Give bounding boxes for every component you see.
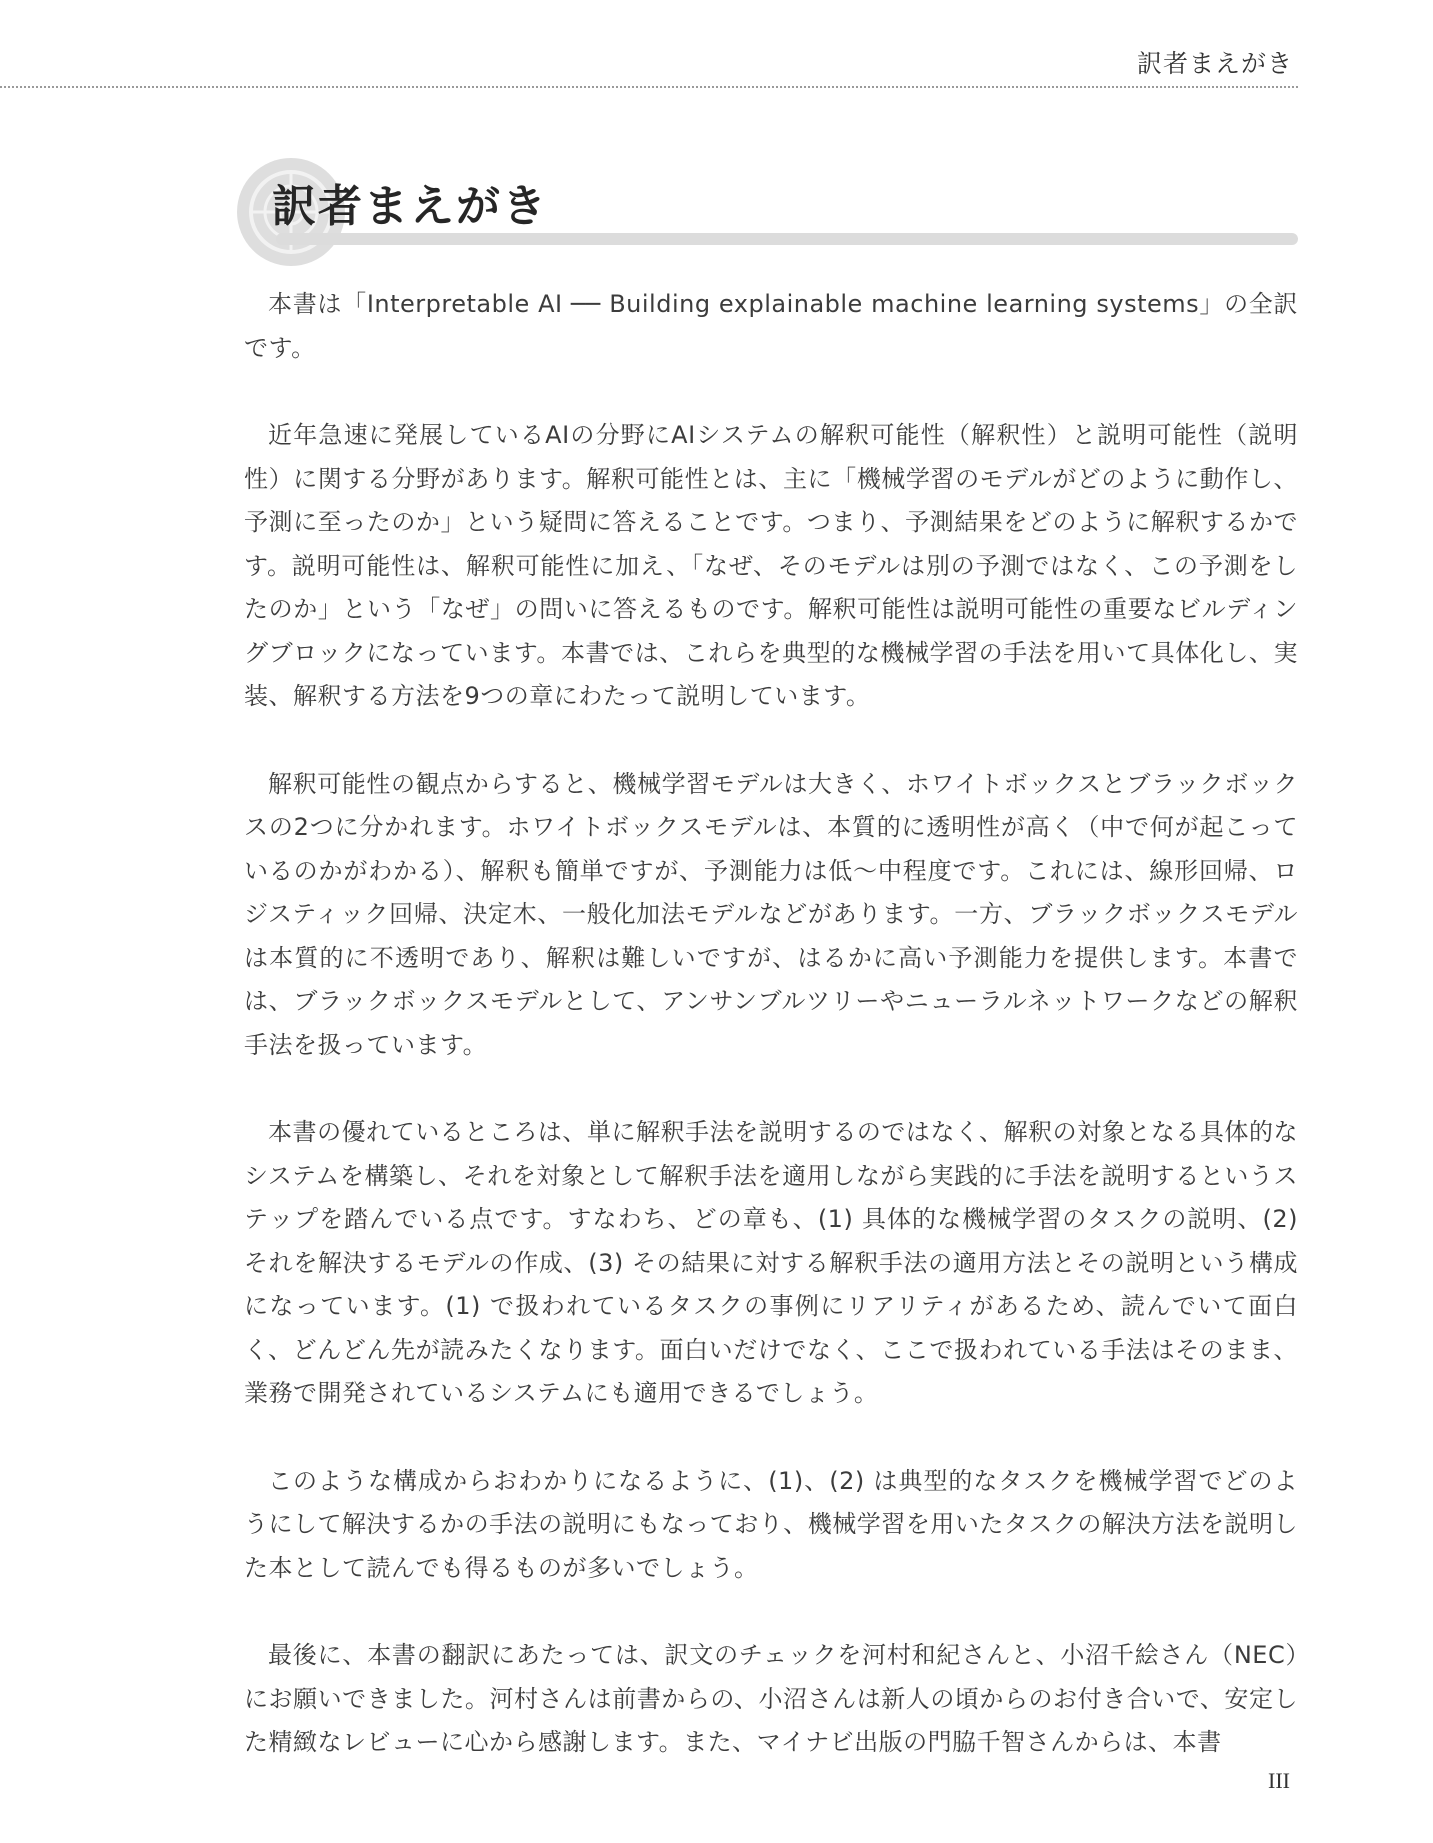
title-underline-bar [276,233,1298,245]
running-head: 訳者まえがき [1136,49,1293,78]
paragraph-1: 本書は「Interpretable AI ── Building explainable machine learning systems」の全訳です。 [244,290,1298,362]
paragraph-6: 最後に、本書の翻訳にあたっては、訳文のチェックを河村和紀さんと、小沼千絵さん（NEC）にお願いできました。河村さんは前書からの、小沼さんは新人の頃からのお付き合いで、安定した精緻なレビューに心から感謝します。また、マイナビ出版の門脇千智さんからは、本書 [244,1641,1298,1756]
paragraph-3: 解釈可能性の観点からすると、機械学習モデルは大きく、ホワイトボックスとブラックボックスの2つに分かれます。ホワイトボックスモデルは、本質的に透明性が高く（中で何が起こっているのかがわかる）、解釈も簡単ですが、予測能力は低～中程度です。これには、線形回帰、ロジスティック回帰、決定木、一般化加法モデルなどがあります。一方、ブラックボックスモデルは本質的に不透明であり、解釈は難しいですが、はるかに高い予測能力を提供します。本書では、ブラックボックスモデルとして、アンサンブルツリーやニューラルネットワークなどの解釈手法を扱っています。 [244,769,1298,1059]
paragraph-4: 本書の優れているところは、単に解釈手法を説明するのではなく、解釈の対象となる具体的なシステムを構築し、それを対象として解釈手法を適用しながら実践的に手法を説明するというステップを踏んでいる点です。すなわち、どの章も、(1) 具体的な機械学習のタスクの説明、(2) それを解決するモデルの作成、(3) その結果に対する解釈手法の適用方法とその説明という構成になっています。(1) で扱われているタスクの事例にリアリティがあるため、読んでいて面白く、どんどん先が読みたくなります。面白いだけでなく、ここで扱われている手法はそのまま、業務で開発されているシステムにも適用できるでしょう。 [244,1118,1298,1407]
chapter-title-block [236,157,1298,267]
paragraph-5: このような構成からおわかりになるように、(1)、(2) は典型的なタスクを機械学習でどのようにして解決するかの手法の説明にもなっており、機械学習を用いたタスクの解決方法を説明した本として読んでも得るものが多いでしょう。 [244,1466,1298,1582]
body-text [244,283,1298,1809]
paragraph-2: 近年急速に発展しているAIの分野にAIシステムの解釈可能性（解釈性）と説明可能性（説明性）に関する分野があります。解釈可能性とは、主に「機械学習のモデルがどのように動作し、予測に至ったのか」という疑問に答えることです。つまり、予測結果をどのように解釈するかです。説明可能性は、解釈可能性に加え、「なぜ、そのモデルは別の予測ではなく、この予測をしたのか」という「なぜ」の問いに答えるものです。解釈可能性は説明可能性の重要なビルディングブロックになっています。本書では、これらを典型的な機械学習の手法を用いて具体化し、実装、解釈する方法を9つの章にわたって説明しています。 [244,421,1298,710]
header-dotted-rule [0,86,1298,88]
page-number: III [1268,1768,1290,1793]
chapter-title: 訳者まえがき [272,181,548,232]
